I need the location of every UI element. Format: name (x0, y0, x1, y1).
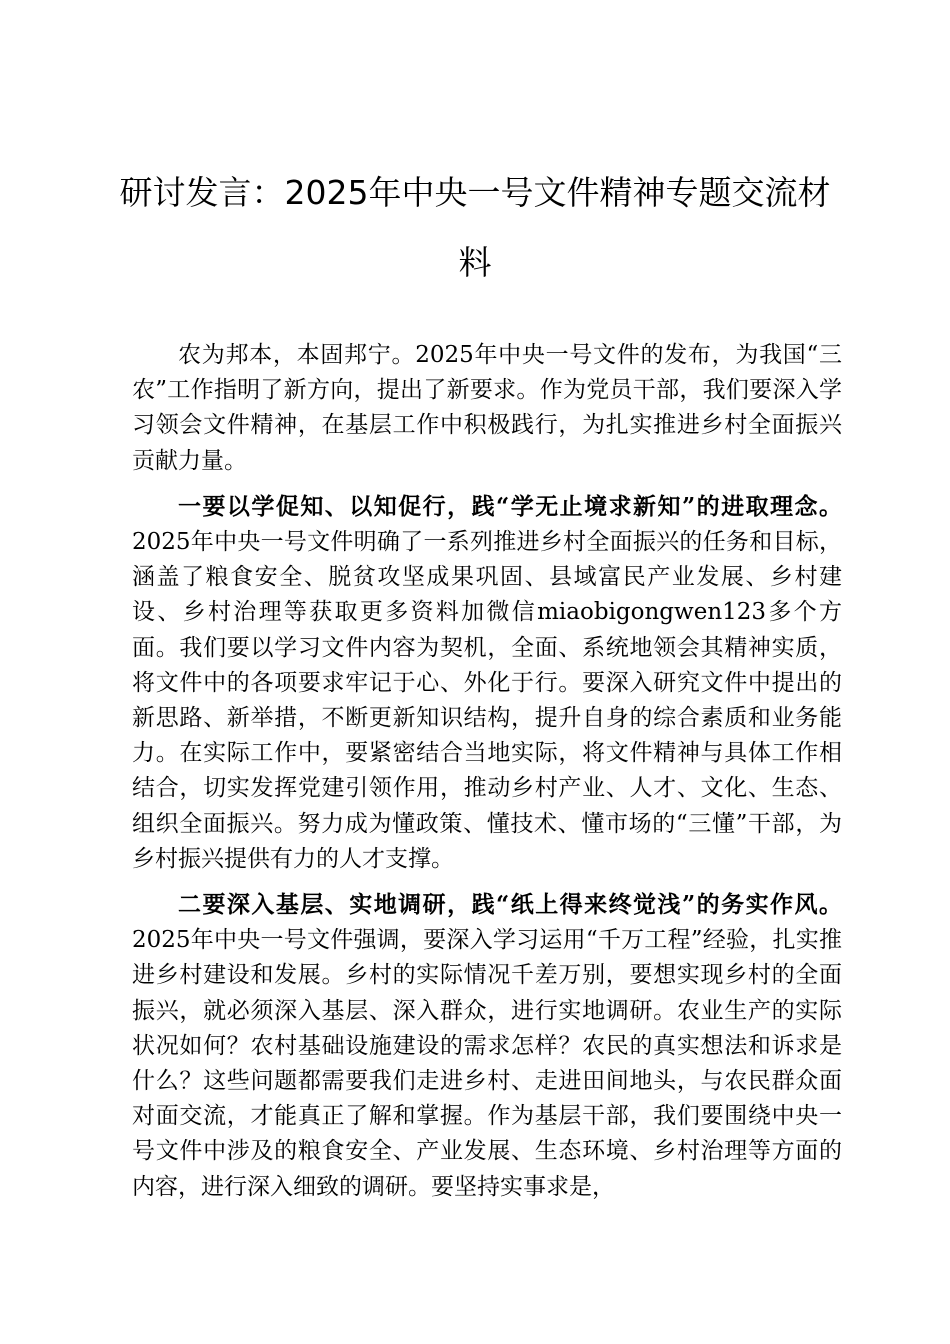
intro-text: 农为邦本，本固邦宁。2025年中央一号文件的发布，为我国“三农”工作指明了新方向，提出了新要求。作为党员干部，我们要深入学习领会文件精神，在基层工作中积极践行，为扎实推进乡村全面振兴贡献力量。 (132, 342, 842, 474)
section-one-heading: 一要以学促知、以知促行，践“学无止境求新知”的进取理念。 (178, 492, 842, 520)
intro-paragraph (132, 338, 842, 479)
section-one-paragraph (132, 489, 842, 877)
document-title: 研讨发言：2025年中央一号文件精神专题交流材料 (119, 173, 831, 282)
section-two-text: 2025年中央一号文件强调，要深入学习运用“千万工程”经验，扎实推进乡村建设和发展。乡村的实际情况千差万别，要想实现乡村的全面振兴，就必须深入基层、深入群众，进行实地调研。农业生产的实际状况如何？农村基础设施建设的需求怎样？农民的真实想法和诉求是什么？这些问题都需要我们走进乡村、走进田间地头，与农民群众面对面交流，才能真正了解和掌握。作为基层干部，我们要围绕中央一号文件中涉及的粮食安全、产业发展、生态环境、乡村治理等方面的内容，进行深入细致的调研。要坚持实事求是， (132, 927, 842, 1200)
section-two-heading: 二要深入基层、实地调研，践“纸上得来终觉浅”的务实作风。 (178, 891, 842, 919)
section-one-text: 2025年中央一号文件明确了一系列推进乡村全面振兴的任务和目标，涵盖了粮食安全、脱贫攻坚成果巩固、县域富民产业发展、乡村建设、乡村治理等获取更多资料加微信miaobigongwen123多个方面。我们要以学习文件内容为契机，全面、系统地领会其精神实质，将文件中的各项要求牢记于心、外化于行。要深入研究文件中提出的新思路、新举措，不断更新知识结构，提升自身的综合素质和业务能力。在实际工作中，要紧密结合当地实际，将文件精神与具体工作相结合，切实发挥党建引领作用，推动乡村产业、人才、文化、生态、组织全面振兴。努力成为懂政策、懂技术、懂市场的“三懂”干部，为乡村振兴提供有力的人才支撑。 (132, 529, 842, 872)
section-two-paragraph (132, 887, 842, 1205)
document-body (132, 338, 842, 1205)
